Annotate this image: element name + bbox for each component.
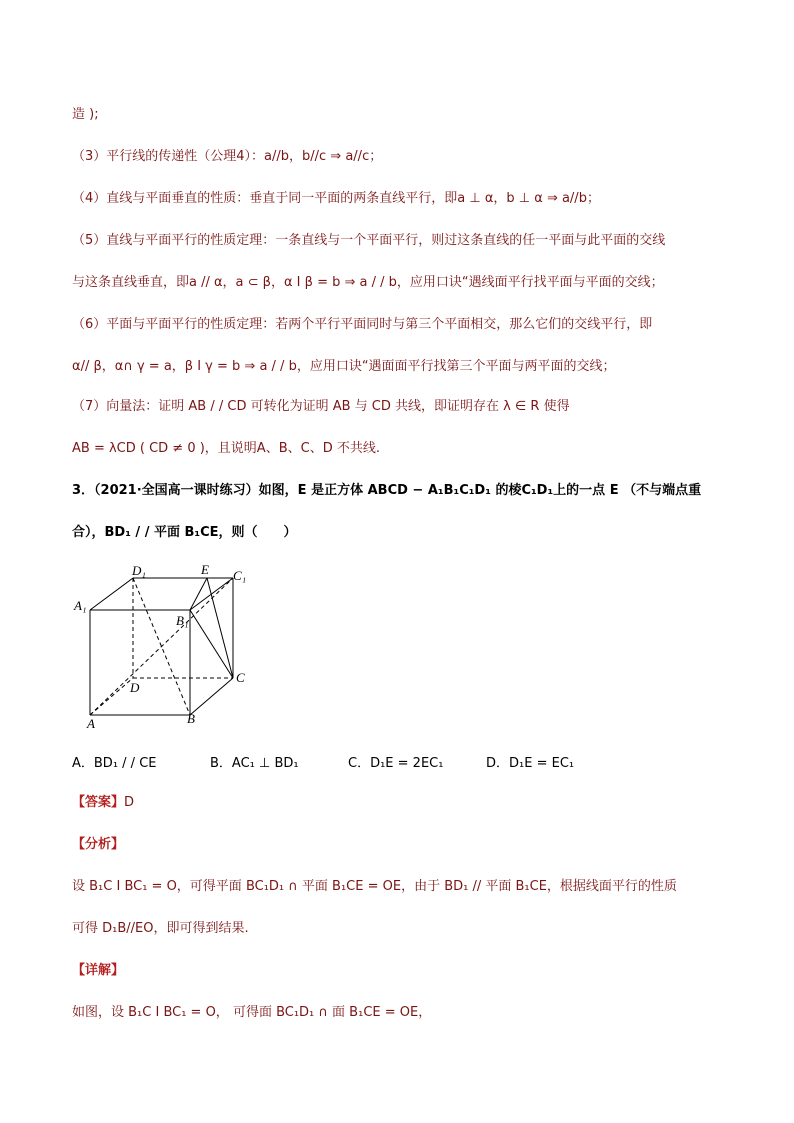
analysis-line-1: 设 B₁C I BC₁ = O，可得平面 BC₁D₁ ∩ 平面 B₁CE = OE，由于 BD₁ // 平面 B₁CE，根据线面平行的性质 [72,879,677,894]
cube-figure [70,560,270,740]
line-7: （7）向量法：证明 AB / / CD 可转化为证明 AB 与 CD 共线，即证明存在 λ ∈ R 使得 [72,399,570,414]
line-8: AB = λCD ( CD ≠ 0 )，且说明A、B、C、D 不共线. [72,441,380,456]
line-3: （5）直线与平面平行的性质定理：一条直线与一个平面平行，则过这条直线的任一平面与此平面的交线 [72,233,666,248]
option-c: C．D₁E = 2EC₁ [348,756,444,771]
label-D: D [130,680,140,695]
line-4: 与这条直线垂直，即a // α，a ⊂ β，α I β = b ⇒ a / / b，应用口诀“遇线面平行找平面与平面的交线； [72,275,664,290]
line-6: α// β，α∩ γ = a，β I γ = b ⇒ a / / b，应用口诀“遇面面平行找第三个平面与两平面的交线； [72,359,616,374]
answer-line [72,794,134,812]
answer-value: D [124,795,135,810]
label-D1: D₁ [132,563,146,578]
question-3-stem-cont: 合），BD₁ / / 平面 B₁CE，则（ ） [72,525,297,540]
label-E: E [201,562,209,577]
option-d: D．D₁E = EC₁ [486,756,575,771]
line-2: （4）直线与平面垂直的性质：垂直于同一平面的两条直线平行，即a ⊥ α，b ⊥ α ⇒ a//b； [72,191,600,206]
detail-line-1: 如图，设 B₁C I BC₁ = O， 可得面 BC₁D₁ ∩ 面 B₁CE = OE， [72,1005,432,1020]
line-5: （6）平面与平面平行的性质定理：若两个平行平面同时与第三个平面相交，那么它们的交线平行，即 [72,317,653,332]
label-A: A [87,716,95,731]
detail-tag: 【详解】 [72,963,125,978]
option-a: A．BD₁ / / CE [72,756,157,771]
question-3-stem: 3．（2021·全国高一课时练习）如图，E 是正方体 ABCD − A₁B₁C₁D₁ 的棱C₁D₁上的一点 E （不与端点重 [72,483,702,498]
label-A1: A₁ [74,598,87,613]
label-C: C [236,670,245,685]
answer-tag: 【答案】 [72,795,125,810]
option-b: B．AC₁ ⊥ BD₁ [210,756,299,771]
line-0: 造 ); [72,107,99,122]
label-C1: C₁ [233,568,247,583]
analysis-line-2: 可得 D₁B//EO，即可得到结果. [72,921,249,936]
label-B: B [187,711,195,726]
analysis-tag: 【分析】 [72,837,125,852]
label-B1: B₁ [176,613,189,628]
line-1: （3）平行线的传递性（公理4）：a//b，b//c ⇒ a//c； [72,149,383,164]
